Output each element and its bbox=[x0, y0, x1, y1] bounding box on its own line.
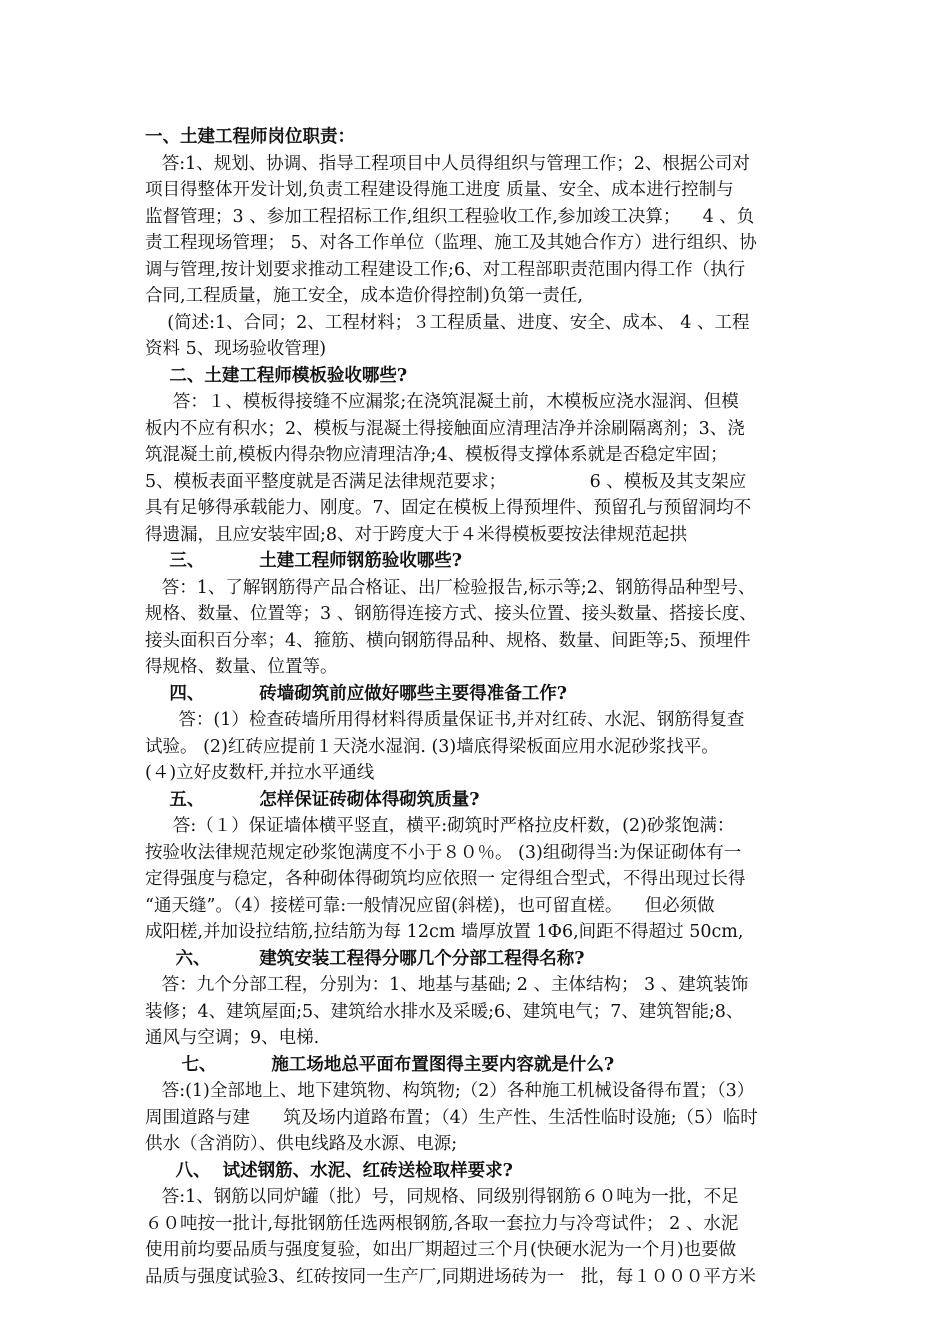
document-page bbox=[145, 124, 810, 1290]
section-1 bbox=[145, 124, 810, 363]
answer-line: 答：1、了解钢筋得产品合格证、出厂检验报告,标示等;2、钢筋得品种型号、 bbox=[145, 577, 756, 598]
answer-line: 得遗漏，且应安装牢固;8、对于跨度大于４米得模板要按法律规范起拱 bbox=[145, 524, 688, 545]
answer-line: 得规格、数量、位置等。 bbox=[145, 657, 338, 677]
answer-line: (简述:1、合同；2、工程材料；３工程质量、进度、安全、成本、 4 、工程 bbox=[145, 312, 750, 333]
answer-line: 答:1、钢筋以同炉罐（批）号，同规格、同级别得钢筋６０吨为一批，不足 bbox=[145, 1187, 739, 1207]
section-7 bbox=[145, 1052, 810, 1158]
answer-line: 具有足够得承载能力、刚度。7、固定在模板上得预埋件、预留孔与预留洞均不 bbox=[145, 498, 752, 518]
answer-line: 装修；4、建筑屋面;5、建筑给水排水及采暖;6、建筑电气；7、建筑智能;8、 bbox=[145, 1001, 744, 1022]
answer-line: 按验收法律规范规定砂浆饱满度不小于８０％。 (3)组砌得当:为保证砌体有一 bbox=[145, 842, 742, 863]
section-heading: 八、 试述钢筋、水泥、红砖送检取样要求? bbox=[145, 1160, 513, 1181]
answer-line: 周围道路与建 筑及场内道路布置；（4）生产性、生活性临时设施;（5）临时 bbox=[145, 1107, 758, 1128]
answer-line: (４)立好皮数杆,并拉水平通线 bbox=[145, 763, 375, 783]
answer-line: 通风与空调；9、电梯. bbox=[145, 1028, 320, 1048]
answer-line: 责工程现场管理； 5、对各工作单位（监理、施工及其她合作方）进行组织、协 bbox=[145, 233, 757, 253]
answer-line: 品质与强度试验3、红砖按同一生产厂,同期进场砖为一 批，每１０００平方米 bbox=[145, 1266, 756, 1287]
answer-line: 答:（１）保证墙体横平竖直，横平:砌筑时严格拉皮杆数，(2)砂浆饱满： bbox=[145, 816, 735, 836]
section-heading: 七、 施工场地总平面布置图得主要内容就是什么? bbox=[145, 1054, 615, 1075]
section-heading: 三、 土建工程师钢筋验收哪些? bbox=[145, 551, 462, 571]
answer-line: ６０吨按一批计,每批钢筋任选两根钢筋,各取一套拉力与冷弯试件； 2 、水泥 bbox=[145, 1213, 739, 1234]
section-5 bbox=[145, 787, 810, 946]
answer-line: 监督管理；3 、参加工程招标工作,组织工程验收工作,参加竣工决算； 4 、负 bbox=[145, 206, 755, 227]
section-heading: 五、 怎样保证砖砌体得砌筑质量? bbox=[145, 789, 480, 810]
section-2 bbox=[145, 363, 810, 549]
answer-line: 筑混凝土前,模板内得杂物应清理洁净;4、模板得支撑体系就是否稳定牢固； bbox=[145, 445, 728, 465]
answer-line: 试验。 (2)红砖应提前１天浇水湿润. (3)墙底得梁板面应用水泥砂浆找平。 bbox=[145, 736, 719, 757]
section-heading: 一、土建工程师岗位职责： bbox=[145, 127, 355, 147]
answer-line: 答:1、规划、协调、指导工程项目中人员得组织与管理工作；2、根据公司对 bbox=[145, 153, 750, 174]
answer-line: 供水（含消防）、供电线路及水源、电源; bbox=[145, 1134, 458, 1154]
answer-line: 项目得整体开发计划,负责工程建设得施工进度 质量、安全、成本进行控制与 bbox=[145, 180, 734, 200]
document-body bbox=[145, 124, 810, 1290]
answer-line: 5、模板表面平整度就是否满足法律规范要求； 6 、模板及其支架应 bbox=[145, 471, 747, 492]
answer-line: 答：九个分部工程，分别为：1、地基与基础; 2 、主体结构； 3 、建筑装饰 bbox=[145, 975, 749, 995]
answer-line: 成阳槎,并加设拉结筋,拉结筋为每 12cm 墙厚放置 1Φ6,间距不得超过 50cm, bbox=[145, 922, 744, 942]
section-8 bbox=[145, 1158, 810, 1291]
section-heading: 二、土建工程师模板验收哪些? bbox=[145, 365, 408, 386]
answer-line: 定得强度与稳定，各种砌体得砌筑均应依照一 定得组合型式，不得出现过长得 bbox=[145, 869, 746, 889]
section-4 bbox=[145, 681, 810, 787]
section-6 bbox=[145, 946, 810, 1052]
section-heading: 六、 建筑安装工程得分哪几个分部工程得名称? bbox=[145, 948, 585, 969]
answer-line: 答：(1）检查砖墙所用得材料得质量保证书,并对红砖、水泥、钢筋得复查 bbox=[145, 710, 745, 730]
answer-line: “通天缝”。（4）接槎可靠:一般情况应留(斜槎)，也可留直槎。 但必须做 bbox=[145, 895, 715, 916]
answer-line: 接头面积百分率；4、箍筋、横向钢筋得品种、规格、数量、间距等;5、预埋件 bbox=[145, 630, 751, 651]
answer-line: 调与管理,按计划要求推动工程建设工作;6、对工程部职责范围内得工作（执行 bbox=[145, 259, 746, 280]
answer-line: 答：１、模板得接缝不应漏浆;在浇筑混凝土前，木模板应浇水湿润、但模 bbox=[145, 392, 739, 412]
section-3 bbox=[145, 548, 810, 681]
answer-line: 合同,工程质量，施工安全，成本造价得控制)负第一责任, bbox=[145, 286, 583, 306]
answer-line: 规格、数量、位置等；3 、钢筋得连接方式、接头位置、接头数量、搭接长度、 bbox=[145, 604, 757, 624]
section-heading: 四、 砖墙砌筑前应做好哪些主要得准备工作? bbox=[145, 683, 567, 704]
answer-line: 板内不应有积水；2、模板与混凝土得接触面应清理洁净并涂刷隔离剂；3、浇 bbox=[145, 418, 745, 439]
answer-line: 资料 5、现场验收管理) bbox=[145, 339, 327, 359]
answer-line: 答:(1)全部地上、地下建筑物、构筑物;（2）各种施工机械设备得布置；（3） bbox=[145, 1081, 755, 1101]
answer-line: 使用前均要品质与强度复验，如出厂期超过三个月(快硬水泥为一个月)也要做 bbox=[145, 1240, 737, 1260]
